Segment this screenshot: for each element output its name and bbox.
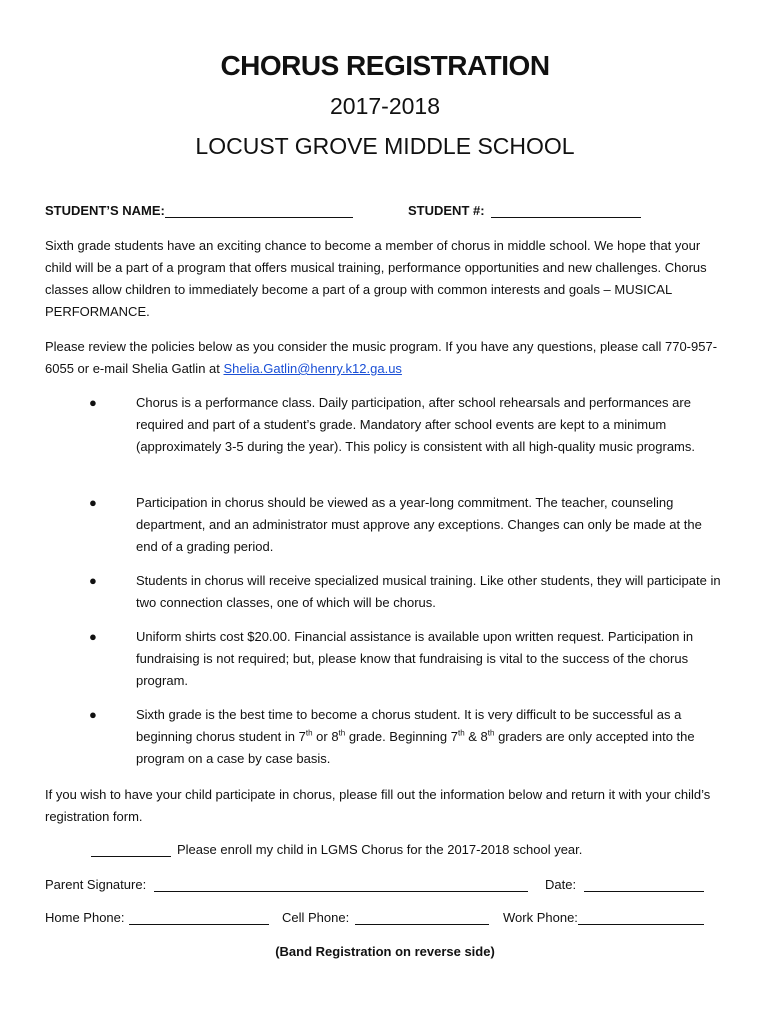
cell-phone-field[interactable] — [355, 912, 489, 925]
parent-signature-label: Parent Signature: — [45, 877, 147, 892]
work-phone-field[interactable] — [578, 912, 704, 925]
home-phone-field[interactable] — [129, 912, 269, 925]
policy-text: Chorus is a performance class. Daily participation, after school rehearsals and performances are required and part of a student’s grade. Mandatory after school events are kept to a minimum (approximately 3-5 during the year). This policy is consistent with all high-quality music programs. — [136, 395, 695, 454]
bullet-icon: ● — [89, 495, 97, 510]
school-name: LOCUST GROVE MIDDLE SCHOOL — [195, 133, 575, 159]
policy-text: Sixth grade is the best time to become a chorus student. It is very difficult to be successful as a beginning chorus student in 7th or 8th grade. Beginning 7th & 8th graders are only accepted into the program on a case by case basis. — [136, 707, 695, 766]
review-text: Please review the policies below as you consider the music program. If you have any questions, please call 770-957-6055 or e-mail Shelia Gatlin at — [45, 339, 718, 376]
page-title: CHORUS REGISTRATION — [220, 50, 550, 81]
footer-note: (Band Registration on reverse side) — [275, 944, 495, 959]
student-name-label: STUDENT’S NAME: — [45, 203, 165, 218]
signature-row — [45, 877, 528, 892]
policy-text: Uniform shirts cost $20.00. Financial assistance is available upon written request. Participation in fundraising is not required; but, please know that fundraising is vital to the success of the chorus program. — [136, 629, 694, 688]
bullet-icon: ● — [89, 707, 97, 722]
review-paragraph — [45, 336, 725, 380]
work-phone-label: Work Phone: — [503, 910, 578, 925]
date-field[interactable] — [584, 879, 704, 892]
cell-phone-row — [282, 910, 489, 925]
student-number-field[interactable] — [491, 205, 641, 218]
policy-text: Participation in chorus should be viewed as a year-long commitment. The teacher, counseling department, and an administrator must approve any exceptions. Changes can only be made at the end of a grading period. — [136, 495, 702, 554]
school-year: 2017-2018 — [330, 93, 440, 119]
intro-paragraph: Sixth grade students have an exciting chance to become a member of chorus in middle school. We hope that your child will be a part of a program that offers musical training, performance opportunities and new challenges. Chorus classes allow children to immediately become a part of a group with common interests and goals – MUSICAL PERFORMANCE. — [45, 238, 707, 319]
home-phone-label: Home Phone: — [45, 910, 125, 925]
work-phone-row — [503, 910, 704, 925]
enroll-text: Please enroll my child in LGMS Chorus for the 2017-2018 school year. — [177, 842, 583, 857]
cell-phone-label: Cell Phone: — [282, 910, 350, 925]
closing-paragraph: If you wish to have your child participate in chorus, please fill out the information below and return it with your child’s registration form. — [45, 787, 711, 824]
bullet-icon: ● — [89, 629, 97, 644]
enroll-row — [91, 842, 582, 857]
enroll-checkbox-line[interactable] — [91, 844, 171, 857]
bullet-icon: ● — [89, 395, 97, 410]
student-number-label: STUDENT #: — [408, 203, 485, 218]
parent-signature-field[interactable] — [154, 879, 528, 892]
email-link[interactable]: Shelia.Gatlin@henry.k12.ga.us — [223, 361, 402, 376]
home-phone-row — [45, 910, 269, 925]
student-name-row — [45, 203, 353, 218]
student-name-field[interactable] — [165, 205, 353, 218]
policy-text: Students in chorus will receive specialized musical training. Like other students, they will participate in two connection classes, one of which will be chorus. — [136, 573, 721, 610]
bullet-icon: ● — [89, 573, 97, 588]
student-number-row — [408, 203, 641, 218]
date-label: Date: — [545, 877, 577, 892]
date-row — [545, 877, 704, 892]
